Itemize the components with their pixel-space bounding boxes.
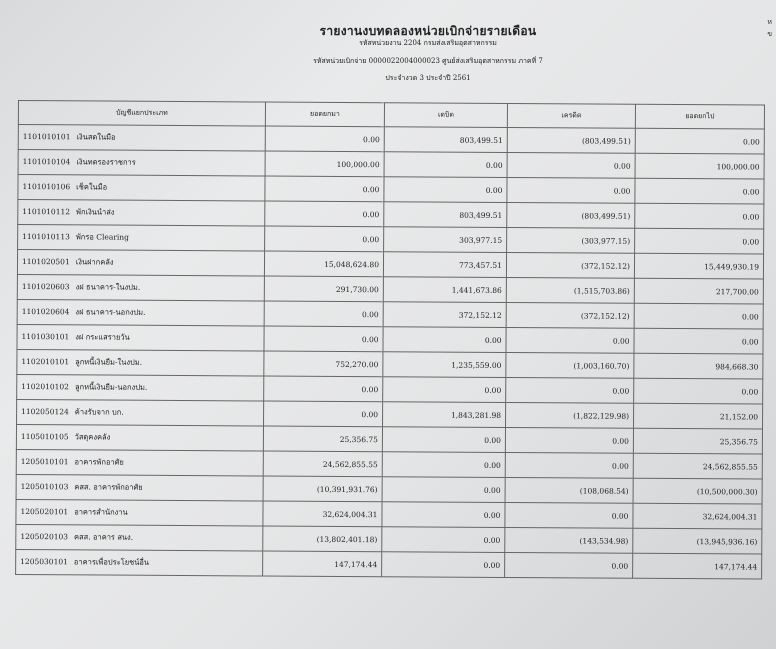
account-code: 1101020603	[21, 282, 70, 292]
cell-carried-forward: 0.00	[634, 378, 763, 404]
cell-carried-forward: (13,945,936.16)	[633, 528, 762, 554]
disbursement-unit-line: รหัสหน่วยเบิกจ่าย 0000022004000023 ศูนย์ส่งเสริมอุตสาหกรรม ภาคที่ 7	[313, 57, 543, 65]
cell-brought-forward: 0.00	[265, 201, 384, 227]
cell-account	[16, 499, 263, 526]
cell-account	[18, 175, 265, 202]
period-line: ประจำงวด 3 ประจำปี 2561	[385, 74, 471, 82]
cell-brought-forward: 291,730.00	[264, 276, 383, 302]
cell-credit: (108,068.54)	[505, 477, 633, 503]
account-name: งฝ ธนาคาร-นอกงปม.	[75, 307, 146, 317]
cell-account	[17, 250, 264, 277]
account-name: พักเงินนำส่ง	[76, 207, 115, 217]
cell-account	[17, 299, 264, 326]
account-code: 1101020604	[21, 307, 70, 317]
account-code: 1205010103	[20, 482, 69, 492]
cell-credit: (803,499.51)	[507, 202, 635, 228]
account-code: 1101010112	[22, 207, 71, 217]
cell-account	[16, 424, 263, 451]
header-account: บัญชีแยกประเภท	[18, 101, 265, 127]
cell-brought-forward: 0.00	[264, 376, 383, 402]
cell-debit: 803,499.51	[384, 202, 507, 228]
account-name: เงินฝากคลัง	[75, 257, 114, 267]
account-name: ลูกหนี้เงินยืม-นอกงปม.	[74, 382, 148, 392]
cell-brought-forward: 32,624,004.31	[263, 501, 382, 527]
cell-credit: (372,152.12)	[506, 302, 634, 328]
header-carried-forward: ยอดยกไป	[635, 104, 764, 129]
cell-debit: 0.00	[382, 477, 505, 503]
cell-brought-forward: 0.00	[265, 126, 384, 152]
cell-account	[18, 225, 265, 252]
cell-carried-forward: 0.00	[634, 303, 763, 329]
cell-credit: 0.00	[505, 427, 633, 453]
cell-account	[18, 200, 265, 227]
account-code: 1205020101	[20, 507, 69, 517]
cell-credit: 0.00	[506, 377, 634, 403]
cell-brought-forward: 0.00	[264, 401, 383, 427]
account-code: 1102010102	[21, 382, 69, 392]
cell-credit: (1,822,129.98)	[506, 402, 634, 428]
account-code: 1101030101	[21, 332, 70, 342]
table-body	[16, 125, 765, 580]
account-name: คสส. อาคารพักอาศัย	[74, 482, 143, 492]
account-name: อาคารเพื่อประโยชน์อื่น	[73, 557, 150, 567]
cell-carried-forward: 24,562,855.55	[633, 453, 762, 479]
header-debit: เดบิต	[384, 103, 507, 128]
corner-note-line: ห	[767, 18, 772, 26]
cell-debit: 0.00	[383, 377, 506, 403]
cell-brought-forward: 0.00	[265, 226, 384, 252]
account-name: วัสดุคงคลัง	[74, 432, 111, 442]
account-code: 1101010104	[22, 157, 71, 167]
cell-debit: 0.00	[382, 452, 505, 478]
cell-account	[17, 349, 264, 376]
cell-debit: 0.00	[384, 152, 507, 178]
cell-debit: 0.00	[382, 427, 505, 453]
cell-brought-forward: (10,391,931.76)	[263, 476, 382, 502]
header-brought-forward: ยอดยกมา	[265, 102, 384, 127]
cell-brought-forward: 100,000.00	[265, 151, 384, 177]
corner-note	[767, 16, 772, 40]
cell-carried-forward: 0.00	[635, 203, 764, 229]
cell-brought-forward: 0.00	[264, 301, 383, 327]
account-name: เงินทดรองราชการ	[76, 157, 136, 167]
cell-account	[18, 125, 265, 152]
account-name: อาคารสำนักงาน	[74, 507, 128, 517]
account-code: 1101010101	[22, 132, 71, 142]
account-name: ลูกหนี้เงินยืม-ในงปม.	[75, 357, 143, 367]
cell-debit: 773,457.51	[383, 252, 506, 278]
cell-carried-forward: 0.00	[635, 128, 764, 154]
cell-account	[16, 524, 263, 551]
cell-brought-forward: 147,174.44	[263, 551, 382, 577]
cell-brought-forward: 25,356.75	[263, 426, 382, 452]
account-code: 1101020501	[21, 257, 70, 267]
cell-carried-forward: 147,174.44	[633, 553, 762, 579]
account-code: 1102010101	[21, 357, 70, 367]
cell-brought-forward: (13,802,401.18)	[263, 526, 382, 552]
account-code: 1101010113	[22, 232, 70, 242]
account-code: 1101010106	[22, 182, 71, 192]
cell-credit: (143,534.98)	[505, 527, 633, 553]
cell-credit: 0.00	[506, 327, 634, 353]
cell-credit: (803,499.51)	[507, 127, 635, 153]
cell-credit: (372,152.12)	[506, 252, 634, 278]
header-credit: เครดิต	[507, 103, 635, 128]
cell-debit: 803,499.51	[384, 127, 507, 153]
account-name: งฝ กระแสรายวัน	[75, 332, 130, 342]
cell-account	[17, 399, 264, 426]
report-title: รายงานงบทดลองหน่วยเบิกจ่ายรายเดือน	[319, 24, 537, 38]
cell-credit: (303,977.15)	[507, 227, 635, 253]
cell-carried-forward: 217,700.00	[634, 278, 763, 304]
account-name: เช็คในมือ	[76, 182, 108, 192]
account-code: 1105010105	[20, 432, 69, 442]
cell-carried-forward: 21,152.00	[634, 403, 763, 429]
cell-credit: 0.00	[507, 177, 635, 203]
cell-debit: 0.00	[383, 327, 506, 353]
account-code: 1205020103	[20, 532, 69, 542]
cell-credit: 0.00	[505, 552, 633, 578]
account-code: 1102050124	[21, 407, 69, 417]
cell-account	[17, 374, 264, 401]
cell-debit: 0.00	[382, 502, 505, 528]
cell-account	[18, 150, 265, 177]
account-name: เงินสดในมือ	[76, 132, 116, 142]
account-name: อาคารพักอาศัย	[74, 457, 124, 467]
corner-note-line: ข	[767, 30, 772, 38]
cell-credit: (1,003,160.70)	[506, 352, 634, 378]
cell-credit: 0.00	[505, 502, 633, 528]
cell-brought-forward: 0.00	[265, 176, 384, 202]
cell-account	[16, 474, 263, 501]
account-name: พักรอ Clearing	[75, 232, 129, 242]
account-code: 1205010101	[20, 457, 69, 467]
cell-credit: 0.00	[505, 452, 633, 478]
cell-account	[16, 549, 263, 576]
cell-carried-forward: 0.00	[635, 228, 764, 254]
cell-carried-forward: 25,356.75	[633, 428, 762, 454]
cell-debit: 0.00	[382, 552, 505, 578]
cell-carried-forward: 100,000.00	[635, 153, 764, 179]
cell-debit: 1,843,281.98	[383, 402, 506, 428]
cell-brought-forward: 24,562,855.55	[263, 451, 382, 477]
cell-brought-forward: 0.00	[264, 326, 383, 352]
cell-carried-forward: (10,500,000.30)	[633, 478, 762, 504]
account-code: 1205030101	[20, 557, 68, 567]
cell-carried-forward: 0.00	[635, 178, 764, 204]
cell-account	[17, 274, 264, 301]
account-name: งฝ ธนาคาร-ในงปม.	[75, 282, 141, 292]
cell-brought-forward: 752,270.00	[264, 351, 383, 377]
cell-debit: 372,152.12	[383, 302, 506, 328]
cell-account	[16, 449, 263, 476]
account-name: ค้างรับจาก บก.	[74, 407, 124, 417]
cell-debit: 303,977.15	[384, 227, 507, 253]
cell-brought-forward: 15,048,624.80	[264, 251, 383, 277]
cell-carried-forward: 0.00	[634, 328, 763, 354]
account-name: คสส. อาคาร สนง.	[74, 532, 134, 542]
trial-balance-table	[15, 100, 765, 580]
cell-debit: 1,235,559.00	[383, 352, 506, 378]
agency-line: รหัสหน่วยงาน 2204 กรมส่งเสริมอุตสาหกรรม	[359, 39, 497, 47]
cell-credit: (1,515,703.86)	[506, 277, 634, 303]
cell-carried-forward: 984,668.30	[634, 353, 763, 379]
cell-carried-forward: 15,449,930.19	[634, 253, 763, 279]
table-row	[16, 549, 762, 579]
cell-carried-forward: 32,624,004.31	[633, 503, 762, 529]
cell-debit: 1,441,673.86	[383, 277, 506, 303]
cell-account	[17, 324, 264, 351]
cell-debit: 0.00	[384, 177, 507, 203]
cell-debit: 0.00	[382, 527, 505, 553]
cell-credit: 0.00	[507, 152, 635, 178]
